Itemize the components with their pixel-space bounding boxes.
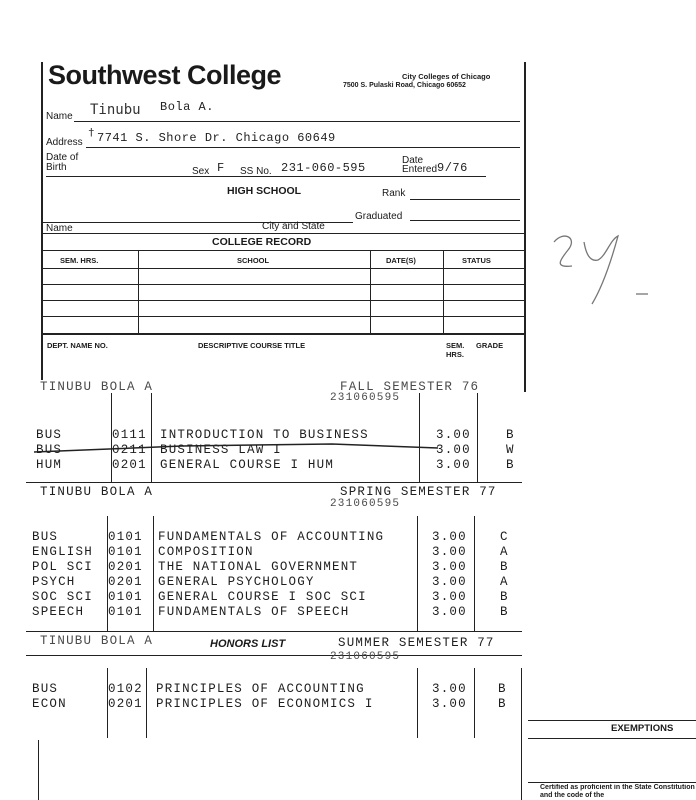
sem2-c6-title: FUNDAMENTALS OF SPEECH [158, 605, 350, 619]
strip-3-right-rule [521, 668, 522, 800]
sem1-header-term: FALL SEMESTER 76 [340, 380, 480, 394]
sem1-c2-hrs: 3.00 [436, 443, 471, 457]
sem3-c1-dept: BUS [32, 682, 59, 696]
sem1-c2-no: 0211 [112, 443, 147, 457]
ss-value: 231-060-595 [281, 161, 366, 175]
strip-1-rule-c [419, 393, 420, 483]
sem3-id: 231060595 [330, 651, 401, 663]
sem1-c2-grade: W [506, 443, 515, 457]
cr-divider-1 [138, 250, 139, 333]
sem2-header-name: TINUBU BOLA A [40, 485, 154, 499]
sem1-id: 231060595 [330, 392, 401, 404]
exemptions-underline [528, 738, 696, 739]
sem2-c2-grade: A [500, 545, 509, 559]
sem1-c2-dept: BUS [36, 443, 63, 457]
sem3-c1-no: 0102 [108, 682, 143, 696]
graduated-underline [410, 220, 520, 221]
sem3-c2-no: 0201 [108, 697, 143, 711]
sem2-header-term: SPRING SEMESTER 77 [340, 485, 497, 499]
sem2-c2-no: 0101 [108, 545, 143, 559]
certified-text: Certified as proficient in the State Constitution and the code of the [540, 784, 695, 799]
sem2-c5-grade: B [500, 590, 509, 604]
exemptions-topline [528, 720, 696, 721]
strip-1-bottom [26, 482, 522, 483]
sem2-c3-dept: POL SCI [32, 560, 93, 574]
sem2-c2-title: COMPOSITION [158, 545, 254, 559]
sem3-c2-title: PRINCIPLES OF ECONOMICS I [156, 697, 374, 711]
course-hdr-title: DESCRIPTIVE COURSE TITLE [198, 341, 306, 350]
strip-3-top [26, 655, 522, 656]
last-name: Tinubu [90, 102, 141, 118]
sem1-c1-title: INTRODUCTION TO BUSINESS [160, 428, 369, 442]
sem3-c2-hrs: 3.00 [432, 697, 467, 711]
sem1-c2-title: BUSINESS LAW I [160, 443, 282, 457]
sem2-c3-title: THE NATIONAL GOVERNMENT [158, 560, 359, 574]
sem2-c5-hrs: 3.00 [432, 590, 467, 604]
college-record-title: COLLEGE RECORD [212, 236, 312, 248]
address-mark-icon: † [88, 126, 95, 139]
dob-underline [46, 176, 486, 177]
course-hdr-dept: DEPT. NAME NO. [47, 341, 108, 350]
sem2-c4-title: GENERAL PSYCHOLOGY [158, 575, 315, 589]
address-underline [86, 147, 520, 148]
ss-label: SS No. [240, 166, 272, 177]
dob-label: Date of Birth [46, 152, 79, 173]
sem1-header-name: TINUBU BOLA A [40, 380, 154, 394]
rank-label: Rank [382, 188, 406, 199]
org-line: City Colleges of Chicago [402, 72, 491, 81]
college-record-subline [43, 250, 524, 251]
college-record-row-2 [43, 300, 524, 301]
sem3-c2-grade: B [498, 697, 507, 711]
sem2-c5-title: GENERAL COURSE I SOC SCI [158, 590, 367, 604]
name-underline [74, 121, 520, 122]
college-record-row-3 [43, 316, 524, 317]
sem2-c3-hrs: 3.00 [432, 560, 467, 574]
sem1-c3-no: 0201 [112, 458, 147, 472]
course-hdr-grade: GRADE [476, 341, 504, 350]
address-line: 7500 S. Pulaski Road, Chicago 60652 [343, 82, 466, 89]
sem3-header-term: SUMMER SEMESTER 77 [338, 636, 495, 650]
sem2-c6-grade: B [500, 605, 509, 619]
sem2-c4-hrs: 3.00 [432, 575, 467, 589]
col-dates: DATE(S) [386, 256, 416, 265]
sem2-c4-grade: A [500, 575, 509, 589]
cr-divider-2 [370, 250, 371, 333]
first-name: Bola A. [160, 100, 214, 114]
sem2-c1-hrs: 3.00 [432, 530, 467, 544]
handwritten-initials-icon [548, 228, 658, 313]
sem1-c1-dept: BUS [36, 428, 63, 442]
strip-3-rule-d [474, 668, 475, 738]
col-sem-hrs: SEM. HRS. [60, 256, 99, 265]
sem1-c1-grade: B [506, 428, 515, 442]
strip-2-bottom [26, 631, 522, 632]
sem2-c1-dept: BUS [32, 530, 59, 544]
sem1-c1-no: 0111 [112, 428, 147, 442]
college-record-bottom [43, 333, 524, 335]
sem3-c1-hrs: 3.00 [432, 682, 467, 696]
sem3-c1-title: PRINCIPLES OF ACCOUNTING [156, 682, 365, 696]
strikethrough-icon [32, 440, 442, 456]
sem3-c2-dept: ECON [32, 697, 67, 711]
strip-3-left-rule [38, 740, 39, 800]
strip-1-rule-b [151, 393, 152, 483]
sem2-c6-dept: SPEECH [32, 605, 85, 619]
rank-underline [410, 199, 520, 200]
sem1-c3-title: GENERAL COURSE I HUM [160, 458, 335, 472]
strip-1-rule-d [477, 393, 478, 483]
college-name: Southwest College [48, 60, 282, 90]
sem2-c6-no: 0101 [108, 605, 143, 619]
date-entered-value: 9/76 [437, 161, 468, 175]
sem1-c1-hrs: 3.00 [436, 428, 471, 442]
course-hdr-hrs: SEM. HRS. [446, 341, 465, 359]
sem2-c6-hrs: 3.00 [432, 605, 467, 619]
sem2-c1-no: 0101 [108, 530, 143, 544]
sem3-c1-grade: B [498, 682, 507, 696]
exemptions-title: EXEMPTIONS [611, 723, 674, 734]
sem2-c5-dept: SOC SCI [32, 590, 93, 604]
address-label: Address [46, 137, 83, 148]
sem2-id: 231060595 [330, 498, 401, 510]
college-record-topline [43, 233, 524, 234]
strip-2-rule-b [153, 516, 154, 631]
certified-topline [528, 782, 696, 783]
sem2-c2-dept: ENGLISH [32, 545, 93, 559]
hs-name-col: Name [46, 223, 73, 234]
college-record-row-1 [43, 284, 524, 285]
sem2-c1-grade: C [500, 530, 509, 544]
sem1-c3-grade: B [506, 458, 515, 472]
strip-3-rule-c [417, 668, 418, 738]
sem2-c4-no: 0201 [108, 575, 143, 589]
sem2-c3-grade: B [500, 560, 509, 574]
date-entered-label: Date Entered [402, 155, 438, 175]
college-record-header-line [43, 268, 524, 269]
graduated-label: Graduated [355, 211, 403, 222]
honors-list-badge: HONORS LIST [210, 638, 286, 650]
high-school-title: HIGH SCHOOL [227, 185, 302, 197]
strip-2-rule-c [417, 516, 418, 631]
hs-city-col: City and State [262, 221, 325, 232]
sem1-c3-dept: HUM [36, 458, 63, 472]
sem2-c4-dept: PSYCH [32, 575, 76, 589]
sem2-c2-hrs: 3.00 [432, 545, 467, 559]
strip-2-rule-d [474, 516, 475, 631]
name-label: Name [46, 111, 73, 122]
sem2-c1-title: FUNDAMENTALS OF ACCOUNTING [158, 530, 385, 544]
sex-value: F [217, 161, 225, 175]
col-school: SCHOOL [237, 256, 270, 265]
form-right-border [524, 62, 526, 392]
sem1-c3-hrs: 3.00 [436, 458, 471, 472]
strip-3-rule-b [146, 668, 147, 738]
sem3-header-name: TINUBU BOLA A [40, 634, 154, 648]
col-status: STATUS [462, 256, 491, 265]
sex-label: Sex [192, 166, 210, 177]
cr-divider-3 [443, 250, 444, 333]
sem2-c3-no: 0201 [108, 560, 143, 574]
sem2-c5-no: 0101 [108, 590, 143, 604]
address-value: 7741 S. Shore Dr. Chicago 60649 [97, 131, 336, 145]
